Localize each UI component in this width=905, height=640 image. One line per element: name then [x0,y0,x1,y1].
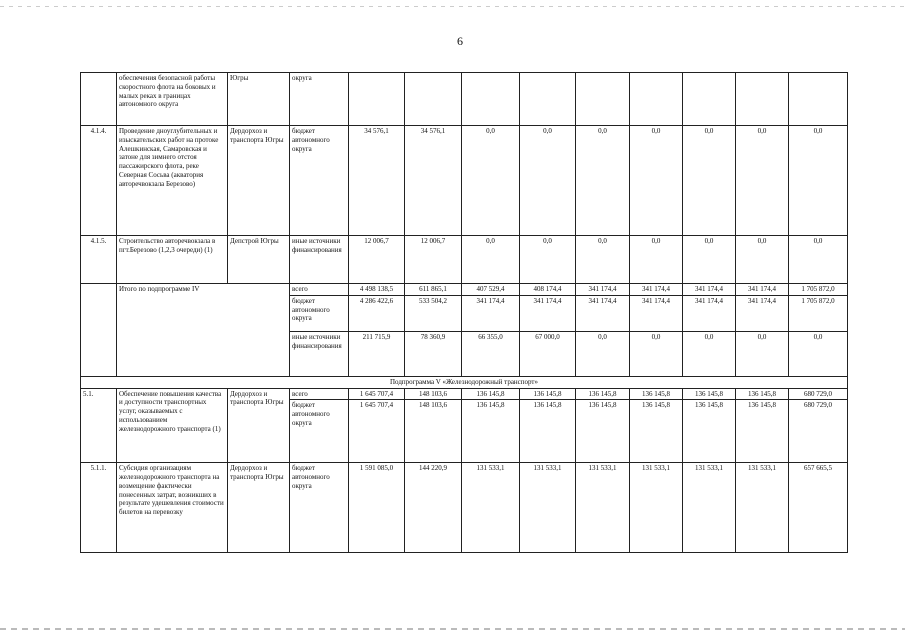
cell-value: 0,0 [736,331,789,376]
cell-value: 211 715,9 [349,331,405,376]
row-name: Субсидия организациям железнодорожного транспорта на возмещение фактически понесенных затрат, возникших в результате удешевления стоимости билетов на перевозку [117,463,228,553]
cell-value [630,73,683,126]
cell-value: 0,0 [520,126,576,236]
cell-value: 1 705 872,0 [789,295,848,331]
cell-value: 136 145,8 [462,388,520,400]
cell-value: 66 355,0 [462,331,520,376]
cell-value: 680 729,0 [789,400,848,463]
cell-value: 136 145,8 [576,388,630,400]
row-source: округа [290,73,349,126]
row-source: бюджет автономного округа [290,400,349,463]
cell-value: 131 533,1 [683,463,736,553]
cell-value: 131 533,1 [462,463,520,553]
cell-value: 34 576,1 [349,126,405,236]
row-source: всего [290,388,349,400]
cell-value: 136 145,8 [630,400,683,463]
cell-value: 0,0 [789,331,848,376]
row-name: Проведение дноуглубительных и изыскательских работ на протоке Алешкинская, Самаровская и затоне для зимнего отстоя пассажирского флота, реке Северная Сосьва (акватория авторечвокзала Березово) [117,126,228,236]
cell-value: 12 006,7 [349,236,405,284]
cell-value [349,73,405,126]
cell-value: 136 145,8 [462,400,520,463]
cell-value: 0,0 [736,126,789,236]
row-source: иные источники финансирования [290,331,349,376]
cell-value [462,73,520,126]
cell-value: 341 174,4 [736,284,789,296]
total-label: Итого по подпрограмме IV [117,284,290,377]
row-code: 5.1. [81,388,117,463]
cell-value: 136 145,8 [630,388,683,400]
table-row [81,73,848,126]
cell-value: 0,0 [520,236,576,284]
row-name: Обеспечение повышения качества и доступности транспортных услуг, оказываемых с использованием железнодорожного транспорта (1) [117,388,228,463]
row-executor: Югры [228,73,290,126]
cell-value: 0,0 [736,236,789,284]
cell-value: 0,0 [630,236,683,284]
cell-value: 341 174,4 [683,284,736,296]
cell-value: 341 174,4 [576,295,630,331]
cell-value: 0,0 [683,236,736,284]
cell-value: 408 174,4 [520,284,576,296]
cell-value: 148 103,6 [405,400,462,463]
row-source: бюджет автономного округа [290,463,349,553]
cell-value: 136 145,8 [683,400,736,463]
cell-value [683,73,736,126]
scan-artifact-bottom [0,628,905,630]
cell-value: 657 665,5 [789,463,848,553]
cell-value: 136 145,8 [736,388,789,400]
row-source: иные источники финансирования [290,236,349,284]
cell-value: 144 220,9 [405,463,462,553]
cell-value: 0,0 [576,331,630,376]
cell-value: 148 103,6 [405,388,462,400]
row-name: обеспечения безопасной работы скоростного флота на боковых и малых реках в границах автономного округа [117,73,228,126]
cell-value: 12 006,7 [405,236,462,284]
cell-value: 341 174,4 [462,295,520,331]
cell-value: 341 174,4 [630,295,683,331]
cell-value: 341 174,4 [683,295,736,331]
cell-value: 611 865,1 [405,284,462,296]
cell-value: 341 174,4 [736,295,789,331]
cell-value: 0,0 [462,126,520,236]
row-source: всего [290,284,349,296]
cell-value: 131 533,1 [736,463,789,553]
cell-value: 34 576,1 [405,126,462,236]
cell-value: 0,0 [683,331,736,376]
cell-value [520,73,576,126]
row-source: бюджет автономного округа [290,126,349,236]
table-row [81,126,848,236]
cell-value: 1 645 707,4 [349,388,405,400]
cell-value [576,73,630,126]
row-executor: Дepдopxoз и транспорта Югры [228,463,290,553]
cell-value: 136 145,8 [520,400,576,463]
cell-value: 136 145,8 [520,388,576,400]
row-code: 4.1.4. [81,126,117,236]
cell-value: 4 286 422,6 [349,295,405,331]
row-source: бюджет автономного округа [290,295,349,331]
cell-value: 0,0 [630,331,683,376]
cell-value: 0,0 [576,126,630,236]
budget-table [80,72,848,553]
cell-value: 4 498 138,5 [349,284,405,296]
cell-value: 1 645 707,4 [349,400,405,463]
cell-value: 533 504,2 [405,295,462,331]
scan-artifact-top [0,6,905,7]
cell-value: 0,0 [630,126,683,236]
cell-value: 131 533,1 [520,463,576,553]
row-code [81,73,117,126]
page-number: 6 [457,34,463,48]
cell-value: 1 591 085,0 [349,463,405,553]
cell-value: 136 145,8 [683,388,736,400]
cell-value: 0,0 [789,126,848,236]
row-executor: Депстрой Югры [228,236,290,284]
cell-value: 136 145,8 [576,400,630,463]
cell-value: 67 000,0 [520,331,576,376]
cell-value [405,73,462,126]
cell-value: 131 533,1 [630,463,683,553]
section-title: Подпрограмма V «Железнодорожный транспорт» [81,376,848,388]
cell-value: 0,0 [576,236,630,284]
row-code: 4.1.5. [81,236,117,284]
row-name: Строительство авторечвокзала в пгт.Березово (1,2,3 очереди) (1) [117,236,228,284]
row-executor: Дepдopxoз и транспорта Югры [228,388,290,463]
cell-value: 0,0 [683,126,736,236]
table-row-total [81,284,848,296]
table-row [81,236,848,284]
cell-value: 78 360,9 [405,331,462,376]
cell-value: 0,0 [789,236,848,284]
row-executor: Дepдopxoз и транспорта Югры [228,126,290,236]
cell-value: 341 174,4 [630,284,683,296]
cell-value: 1 705 872,0 [789,284,848,296]
table-row [81,388,848,400]
cell-value: 136 145,8 [736,400,789,463]
cell-value [736,73,789,126]
cell-value [789,73,848,126]
row-code: 5.1.1. [81,463,117,553]
section-header-row [81,376,848,388]
cell-value: 341 174,4 [520,295,576,331]
cell-value: 0,0 [462,236,520,284]
row-code [81,284,117,377]
cell-value: 341 174,4 [576,284,630,296]
cell-value: 407 529,4 [462,284,520,296]
cell-value: 680 729,0 [789,388,848,400]
cell-value: 131 533,1 [576,463,630,553]
table-row [81,463,848,553]
